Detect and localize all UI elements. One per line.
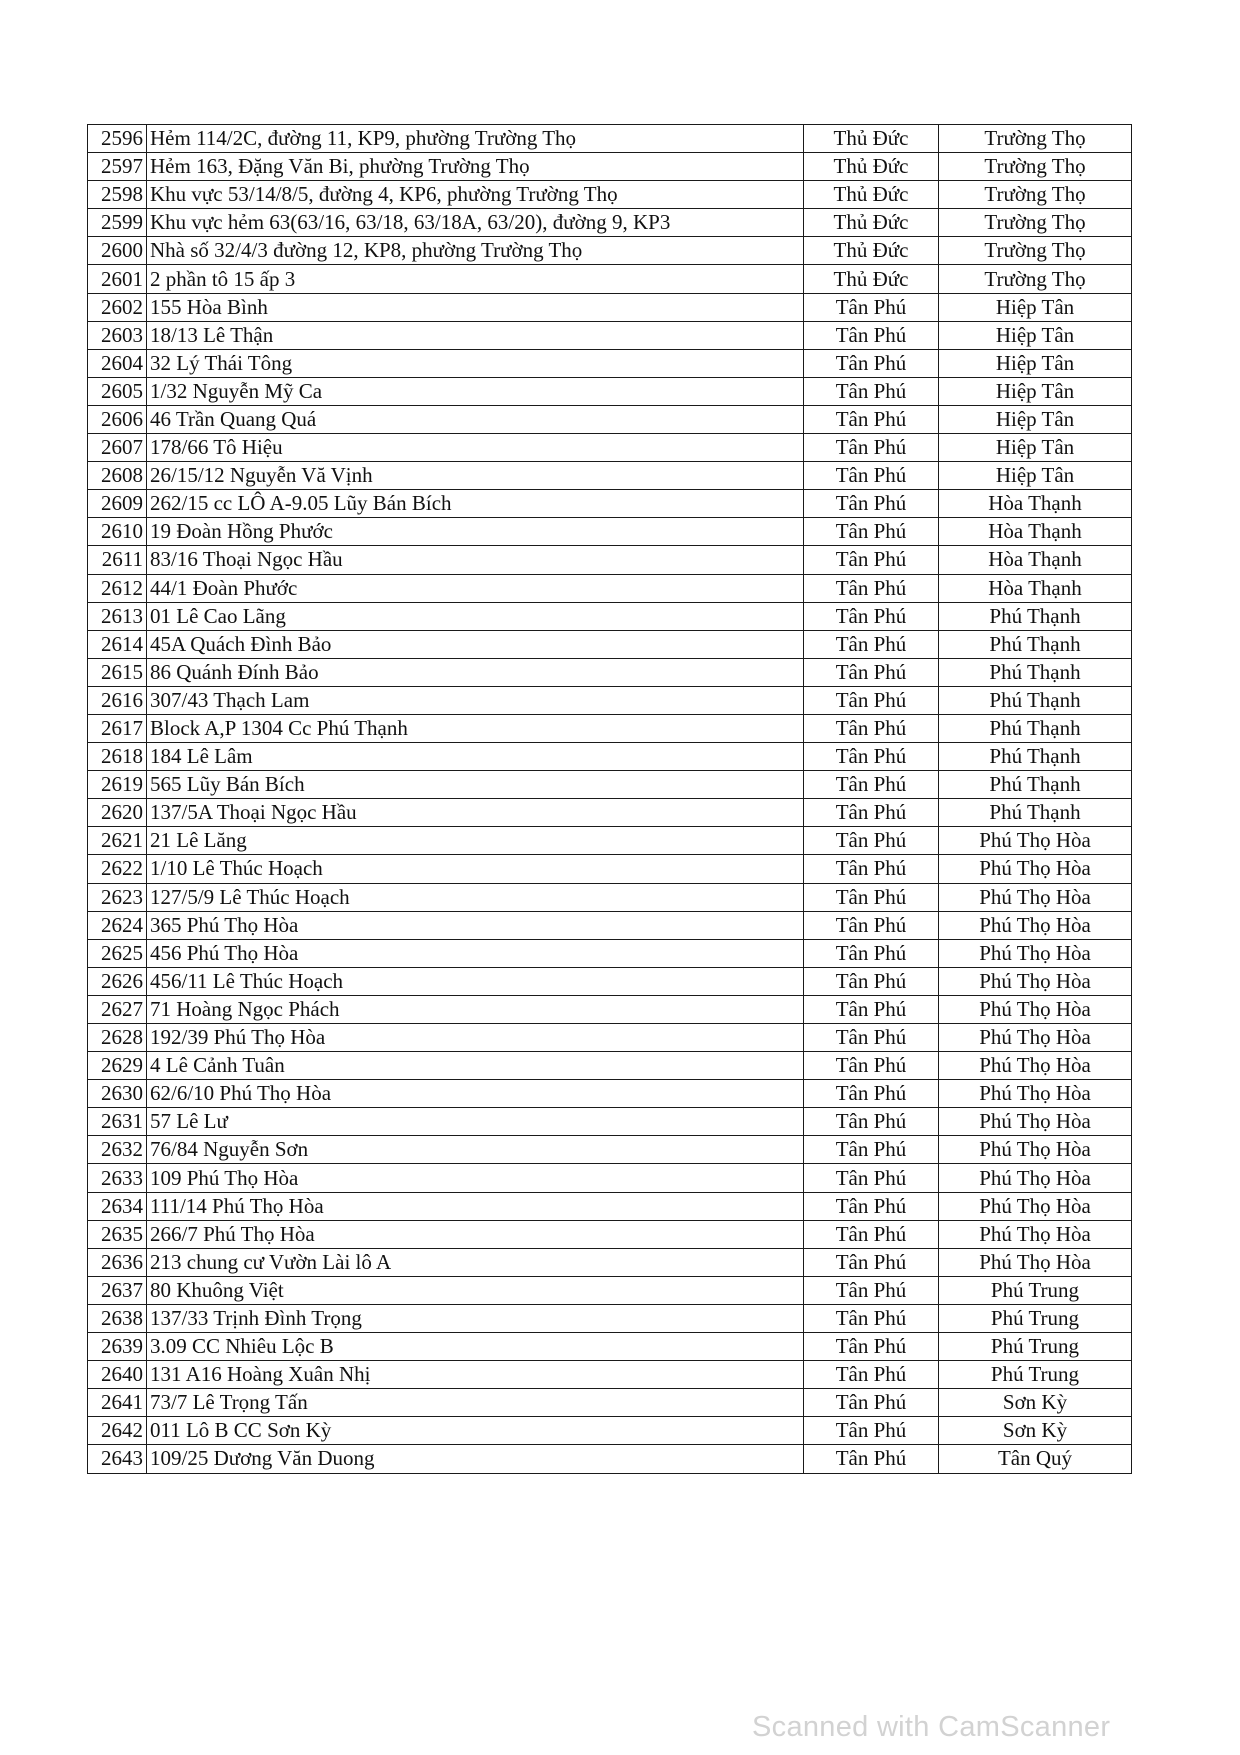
address-cell: 21 Lê Lăng [147,827,804,855]
district-cell: Tân Phú [804,1220,939,1248]
row-number-cell: 2613 [88,602,147,630]
address-cell: 213 chung cư Vườn Lài lô A [147,1248,804,1276]
district-cell: Tân Phú [804,1192,939,1220]
address-cell: 73/7 Lê Trọng Tấn [147,1389,804,1417]
table-row [88,602,1132,630]
table-row [88,546,1132,574]
table-row [88,658,1132,686]
table-row [88,1445,1132,1473]
address-cell: Hẻm 114/2C, đường 11, KP9, phường Trường Thọ [147,125,804,153]
row-number-cell: 2630 [88,1080,147,1108]
district-cell: Tân Phú [804,462,939,490]
ward-cell: Phú Trung [939,1276,1132,1304]
ward-cell: Trường Thọ [939,125,1132,153]
table-row [88,321,1132,349]
row-number-cell: 2626 [88,967,147,995]
address-cell: 80 Khuông Việt [147,1276,804,1304]
table-row [88,630,1132,658]
row-number-cell: 2611 [88,546,147,574]
table-row [88,995,1132,1023]
address-cell: 178/66 Tô Hiệu [147,434,804,462]
table-row [88,237,1132,265]
district-cell: Tân Phú [804,518,939,546]
district-cell: Tân Phú [804,1080,939,1108]
row-number-cell: 2628 [88,1024,147,1052]
table-row [88,1052,1132,1080]
address-cell: 137/5A Thoại Ngọc Hầu [147,799,804,827]
ward-cell: Phú Thạnh [939,799,1132,827]
row-number-cell: 2627 [88,995,147,1023]
row-number-cell: 2640 [88,1361,147,1389]
table-row [88,462,1132,490]
table-row [88,799,1132,827]
table-row [88,209,1132,237]
row-number-cell: 2615 [88,658,147,686]
district-cell: Tân Phú [804,1136,939,1164]
district-cell: Tân Phú [804,967,939,995]
district-cell: Tân Phú [804,714,939,742]
ward-cell: Hiệp Tân [939,462,1132,490]
address-cell: 262/15 cc LÔ A-9.05 Lũy Bán Bích [147,490,804,518]
table-row [88,1192,1132,1220]
address-cell: 1/10 Lê Thúc Hoạch [147,855,804,883]
ward-cell: Hiệp Tân [939,349,1132,377]
table-row [88,434,1132,462]
row-number-cell: 2606 [88,405,147,433]
table-row [88,939,1132,967]
ward-cell: Phú Trung [939,1304,1132,1332]
ward-cell: Phú Thạnh [939,714,1132,742]
ward-cell: Tân Quý [939,1445,1132,1473]
district-cell: Tân Phú [804,1276,939,1304]
camscanner-watermark: Scanned with CamScanner [752,1711,1111,1743]
table-row [88,1417,1132,1445]
district-cell: Tân Phú [804,686,939,714]
address-cell: 456/11 Lê Thúc Hoạch [147,967,804,995]
address-cell: 4 Lê Cảnh Tuân [147,1052,804,1080]
table-row [88,1080,1132,1108]
row-number-cell: 2625 [88,939,147,967]
ward-cell: Hiệp Tân [939,405,1132,433]
district-cell: Tân Phú [804,434,939,462]
address-cell: 01 Lê Cao Lãng [147,602,804,630]
table-row [88,125,1132,153]
address-cell: 192/39 Phú Thọ Hòa [147,1024,804,1052]
district-cell: Tân Phú [804,939,939,967]
row-number-cell: 2596 [88,125,147,153]
address-cell: 131 A16 Hoàng Xuân Nhị [147,1361,804,1389]
ward-cell: Phú Thọ Hòa [939,1136,1132,1164]
ward-cell: Hòa Thạnh [939,518,1132,546]
row-number-cell: 2620 [88,799,147,827]
table-row [88,518,1132,546]
district-cell: Tân Phú [804,630,939,658]
district-cell: Tân Phú [804,1333,939,1361]
row-number-cell: 2621 [88,827,147,855]
table-row [88,883,1132,911]
row-number-cell: 2617 [88,714,147,742]
ward-cell: Phú Thạnh [939,743,1132,771]
district-cell: Tân Phú [804,1445,939,1473]
district-cell: Tân Phú [804,658,939,686]
address-cell: 46 Trần Quang Quá [147,405,804,433]
district-cell: Tân Phú [804,377,939,405]
ward-cell: Phú Thạnh [939,686,1132,714]
row-number-cell: 2642 [88,1417,147,1445]
table-row [88,1333,1132,1361]
district-cell: Thủ Đức [804,237,939,265]
ward-cell: Phú Thọ Hòa [939,939,1132,967]
table-row [88,967,1132,995]
district-cell: Tân Phú [804,1108,939,1136]
row-number-cell: 2608 [88,462,147,490]
row-number-cell: 2622 [88,855,147,883]
ward-cell: Phú Thọ Hòa [939,1248,1132,1276]
table-row [88,1164,1132,1192]
district-cell: Tân Phú [804,799,939,827]
ward-cell: Sơn Kỳ [939,1389,1132,1417]
address-cell: 137/33 Trịnh Đình Trọng [147,1304,804,1332]
district-cell: Tân Phú [804,490,939,518]
address-cell: 109/25 Dương Văn Duong [147,1445,804,1473]
address-cell: 76/84 Nguyễn Sơn [147,1136,804,1164]
address-table-body [88,125,1132,1474]
row-number-cell: 2619 [88,771,147,799]
ward-cell: Trường Thọ [939,209,1132,237]
ward-cell: Phú Thọ Hòa [939,827,1132,855]
row-number-cell: 2634 [88,1192,147,1220]
ward-cell: Phú Thọ Hòa [939,911,1132,939]
district-cell: Thủ Đức [804,265,939,293]
row-number-cell: 2609 [88,490,147,518]
district-cell: Tân Phú [804,321,939,349]
district-cell: Tân Phú [804,995,939,1023]
row-number-cell: 2641 [88,1389,147,1417]
address-cell: 18/13 Lê Thận [147,321,804,349]
row-number-cell: 2629 [88,1052,147,1080]
district-cell: Tân Phú [804,1361,939,1389]
district-cell: Tân Phú [804,827,939,855]
table-row [88,686,1132,714]
row-number-cell: 2635 [88,1220,147,1248]
district-cell: Tân Phú [804,855,939,883]
address-cell: 3.09 CC Nhiêu Lộc B [147,1333,804,1361]
row-number-cell: 2607 [88,434,147,462]
table-row [88,1389,1132,1417]
row-number-cell: 2612 [88,574,147,602]
ward-cell: Phú Thạnh [939,658,1132,686]
table-row [88,1136,1132,1164]
ward-cell: Phú Thạnh [939,630,1132,658]
address-cell: 111/14 Phú Thọ Hòa [147,1192,804,1220]
table-row [88,490,1132,518]
row-number-cell: 2605 [88,377,147,405]
row-number-cell: 2598 [88,181,147,209]
address-cell: 83/16 Thoại Ngọc Hầu [147,546,804,574]
district-cell: Tân Phú [804,743,939,771]
address-cell: Nhà số 32/4/3 đường 12, KP8, phường Trường Thọ [147,237,804,265]
address-cell: Khu vực 53/14/8/5, đường 4, KP6, phường Trường Thọ [147,181,804,209]
table-row [88,377,1132,405]
address-cell: 45A Quách Đình Bảo [147,630,804,658]
address-cell: 307/43 Thạch Lam [147,686,804,714]
ward-cell: Phú Thọ Hòa [939,855,1132,883]
row-number-cell: 2599 [88,209,147,237]
table-row [88,1108,1132,1136]
row-number-cell: 2618 [88,743,147,771]
ward-cell: Phú Thọ Hòa [939,1080,1132,1108]
district-cell: Tân Phú [804,771,939,799]
row-number-cell: 2603 [88,321,147,349]
table-row [88,181,1132,209]
ward-cell: Phú Thọ Hòa [939,967,1132,995]
row-number-cell: 2604 [88,349,147,377]
row-number-cell: 2601 [88,265,147,293]
table-row [88,855,1132,883]
ward-cell: Phú Trung [939,1361,1132,1389]
table-row [88,1220,1132,1248]
row-number-cell: 2597 [88,153,147,181]
address-cell: 011 Lô B CC Sơn Kỳ [147,1417,804,1445]
ward-cell: Phú Thọ Hòa [939,1024,1132,1052]
table-row [88,911,1132,939]
address-cell: 155 Hòa Bình [147,293,804,321]
district-cell: Tân Phú [804,349,939,377]
ward-cell: Phú Thọ Hòa [939,1052,1132,1080]
table-row [88,771,1132,799]
ward-cell: Hiệp Tân [939,293,1132,321]
table-row [88,349,1132,377]
ward-cell: Phú Thạnh [939,771,1132,799]
district-cell: Tân Phú [804,1052,939,1080]
table-row [88,1361,1132,1389]
ward-cell: Hòa Thạnh [939,490,1132,518]
ward-cell: Phú Thọ Hòa [939,1108,1132,1136]
ward-cell: Phú Thọ Hòa [939,883,1132,911]
table-row [88,265,1132,293]
address-cell: 456 Phú Thọ Hòa [147,939,804,967]
ward-cell: Phú Thọ Hòa [939,1192,1132,1220]
table-row [88,405,1132,433]
district-cell: Tân Phú [804,883,939,911]
address-cell: 184 Lê Lâm [147,743,804,771]
row-number-cell: 2636 [88,1248,147,1276]
row-number-cell: 2643 [88,1445,147,1473]
row-number-cell: 2600 [88,237,147,265]
address-cell: Khu vực hẻm 63(63/16, 63/18, 63/18A, 63/20), đường 9, KP3 [147,209,804,237]
ward-cell: Hiệp Tân [939,377,1132,405]
district-cell: Tân Phú [804,602,939,630]
table-row [88,827,1132,855]
district-cell: Thủ Đức [804,209,939,237]
address-cell: 19 Đoàn Hồng Phước [147,518,804,546]
row-number-cell: 2614 [88,630,147,658]
district-cell: Tân Phú [804,405,939,433]
row-number-cell: 2632 [88,1136,147,1164]
address-cell: 62/6/10 Phú Thọ Hòa [147,1080,804,1108]
district-cell: Tân Phú [804,1389,939,1417]
address-cell: 109 Phú Thọ Hòa [147,1164,804,1192]
row-number-cell: 2638 [88,1304,147,1332]
address-cell: 1/32 Nguyễn Mỹ Ca [147,377,804,405]
address-cell: 71 Hoàng Ngọc Phách [147,995,804,1023]
district-cell: Tân Phú [804,1248,939,1276]
table-row [88,1024,1132,1052]
table-row [88,1304,1132,1332]
row-number-cell: 2623 [88,883,147,911]
district-cell: Tân Phú [804,1304,939,1332]
address-cell: 86 Quánh Đính Bảo [147,658,804,686]
ward-cell: Phú Trung [939,1333,1132,1361]
district-cell: Tân Phú [804,1417,939,1445]
table-row [88,1276,1132,1304]
address-cell: 565 Lũy Bán Bích [147,771,804,799]
address-cell: Block A,P 1304 Cc Phú Thạnh [147,714,804,742]
table-row [88,574,1132,602]
row-number-cell: 2639 [88,1333,147,1361]
district-cell: Tân Phú [804,546,939,574]
ward-cell: Phú Thọ Hòa [939,1220,1132,1248]
ward-cell: Hiệp Tân [939,434,1132,462]
address-cell: 44/1 Đoàn Phước [147,574,804,602]
address-cell: 26/15/12 Nguyễn Vă Vịnh [147,462,804,490]
row-number-cell: 2624 [88,911,147,939]
district-cell: Thủ Đức [804,125,939,153]
district-cell: Tân Phú [804,1164,939,1192]
table-row [88,714,1132,742]
address-cell: Hẻm 163, Đặng Văn Bi, phường Trường Thọ [147,153,804,181]
district-cell: Tân Phú [804,1024,939,1052]
ward-cell: Phú Thọ Hòa [939,1164,1132,1192]
address-cell: 365 Phú Thọ Hòa [147,911,804,939]
district-cell: Tân Phú [804,574,939,602]
table-row [88,153,1132,181]
ward-cell: Hiệp Tân [939,321,1132,349]
ward-cell: Hòa Thạnh [939,546,1132,574]
table-row [88,1248,1132,1276]
ward-cell: Hòa Thạnh [939,574,1132,602]
row-number-cell: 2637 [88,1276,147,1304]
ward-cell: Sơn Kỳ [939,1417,1132,1445]
ward-cell: Trường Thọ [939,153,1132,181]
ward-cell: Trường Thọ [939,237,1132,265]
address-cell: 2 phần tô 15 ấp 3 [147,265,804,293]
ward-cell: Phú Thọ Hòa [939,995,1132,1023]
row-number-cell: 2610 [88,518,147,546]
district-cell: Thủ Đức [804,153,939,181]
district-cell: Tân Phú [804,293,939,321]
address-cell: 32 Lý Thái Tông [147,349,804,377]
ward-cell: Trường Thọ [939,181,1132,209]
address-cell: 127/5/9 Lê Thúc Hoạch [147,883,804,911]
address-cell: 266/7 Phú Thọ Hòa [147,1220,804,1248]
table-row [88,293,1132,321]
address-table [87,124,1132,1474]
district-cell: Tân Phú [804,911,939,939]
table-row [88,743,1132,771]
row-number-cell: 2633 [88,1164,147,1192]
row-number-cell: 2616 [88,686,147,714]
ward-cell: Phú Thạnh [939,602,1132,630]
district-cell: Thủ Đức [804,181,939,209]
row-number-cell: 2631 [88,1108,147,1136]
row-number-cell: 2602 [88,293,147,321]
ward-cell: Trường Thọ [939,265,1132,293]
address-cell: 57 Lê Lư [147,1108,804,1136]
